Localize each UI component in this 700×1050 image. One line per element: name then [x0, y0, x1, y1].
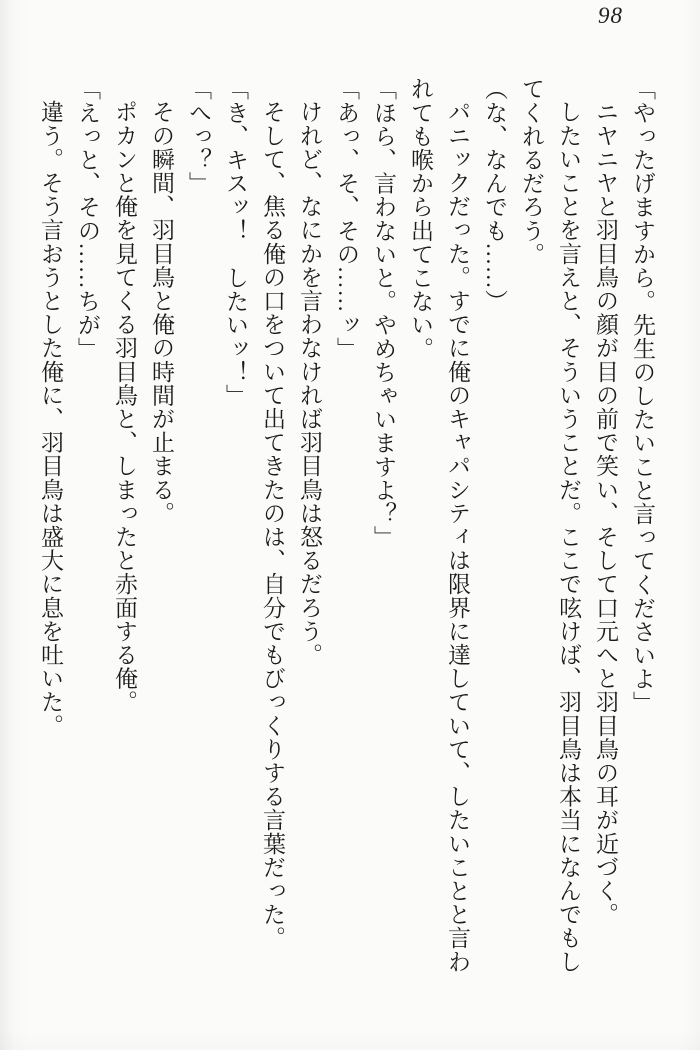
- paragraph-dialogue-14: 「えっと、その……ちが」: [75, 77, 100, 361]
- paragraph-dialogue-7: 「あっ、そ、その……ッ」: [334, 77, 359, 361]
- vertical-text-block: [29, 77, 661, 975]
- paragraph-narration-8: けれど、なにかを言わなければ羽目鳥は怒るだろう。: [297, 100, 322, 667]
- paragraph-narration-13: ポカンと俺を見てくる羽目鳥と、しまったと赤面する俺。: [112, 100, 137, 714]
- paragraph-narration-9: そして、焦る俺の口をついて出てきたのは、自分でもびっくりする言葉だった。: [260, 100, 285, 950]
- paragraph-dialogue-10: 「き、キスッ！ したいッ！」: [223, 77, 248, 408]
- paragraph-narration-12: その瞬間、羽目鳥と俺の時間が止まる。: [149, 100, 174, 525]
- paragraph-thought-4: （な、なんでも……）: [482, 77, 507, 313]
- paragraph-dialogue-1: 「やったげますから。先生のしたいこと言ってくださいよ」: [630, 77, 655, 715]
- paragraph-narration-15: 違う。そう言おうとした俺に、羽目鳥は盛大に息を吐いた。: [38, 100, 63, 738]
- paragraph-narration-3: したいことを言えと、そういうことだ。ここで呟けば、羽目鳥は本当になんでもしてくれるだろう。: [519, 77, 581, 974]
- page-number: 98: [598, 3, 623, 28]
- paragraph-narration-2: ニヤニヤと羽目鳥の顔が目の前で笑い、そして口元へと羽目鳥の耳が近づく。: [593, 100, 618, 926]
- paragraph-narration-5: パニックだった。すでに俺のキャパシティは限界に達していて、したいことと言われても喉から出てこない。: [408, 77, 470, 974]
- paragraph-dialogue-6: 「ほら、言わないと。やめちゃいますよ？」: [371, 77, 396, 549]
- paragraph-dialogue-11: 「へっ？」: [186, 77, 211, 195]
